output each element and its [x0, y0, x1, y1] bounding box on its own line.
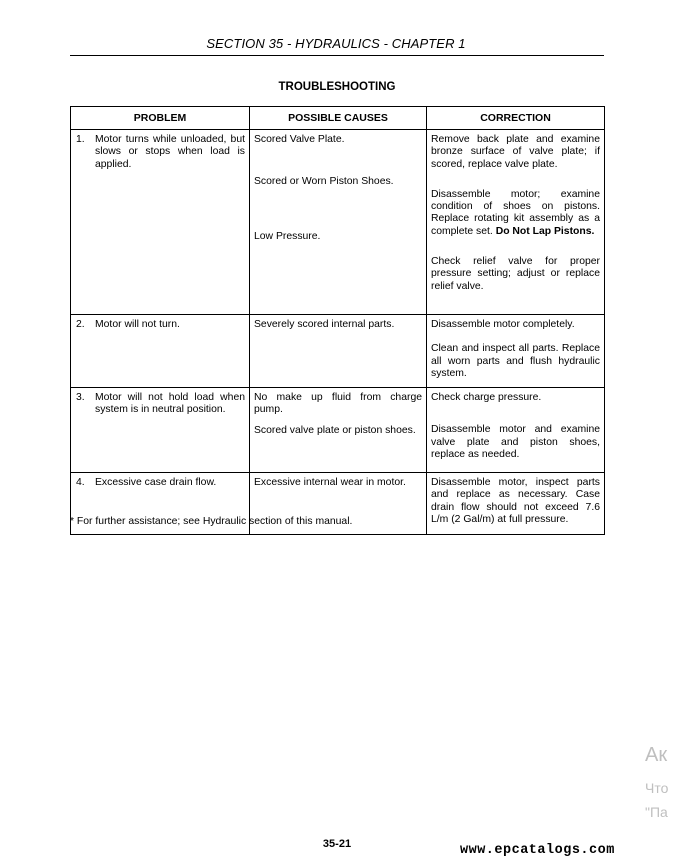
- table-row: [71, 388, 605, 473]
- section-header: SECTION 35 - HYDRAULICS - CHAPTER 1: [206, 36, 466, 51]
- cause-text: Low Pressure.: [254, 230, 321, 242]
- problem-number: 2.: [76, 319, 85, 330]
- correction-cell: [427, 315, 605, 388]
- column-header-problem: PROBLEM: [71, 107, 250, 130]
- problem-number: 4.: [76, 477, 85, 488]
- problem-text: Motor will not turn.: [95, 319, 180, 330]
- table-header-row: [71, 107, 605, 130]
- table-row: [71, 130, 605, 315]
- causes-cell: [250, 130, 427, 315]
- problem-text: Motor turns while unloaded, but slows or stops when load is applied.: [95, 134, 245, 170]
- cause-text: Excessive internal wear in motor.: [254, 477, 406, 488]
- page-number: 35-21: [322, 838, 352, 850]
- correction-text: Remove back plate and examine bronze surface of valve plate; if scored, replace valve plate.: [431, 134, 600, 170]
- footnote: * For further assistance; see Hydraulic section of this manual.: [70, 516, 353, 527]
- problem-number: 3.: [76, 392, 85, 403]
- correction-text: Disassemble motor and examine valve plate and piston shoes, replace as needed.: [431, 424, 600, 460]
- cause-text: No make up fluid from charge pump.: [254, 392, 422, 416]
- problem-cell: [71, 315, 250, 388]
- problem-cell: [71, 388, 250, 473]
- problem-number: 1.: [76, 134, 85, 145]
- problem-text: Motor will not hold load when system is in neutral position.: [95, 392, 245, 416]
- correction-text: Check charge pressure.: [431, 392, 542, 403]
- correction-text: Disassemble motor; examine condition of shoes on pistons. Replace rotating kit assembly as a complete set. Do Not Lap Pistons.: [431, 188, 600, 237]
- troubleshooting-table: [70, 106, 605, 535]
- cause-text: Scored valve plate or piston shoes.: [254, 424, 416, 436]
- correction-text: Disassemble motor completely.: [431, 319, 575, 330]
- correction-cell: [427, 473, 605, 535]
- os-activation-overlay: "Па: [645, 804, 668, 820]
- page-title: TROUBLESHOOTING: [278, 81, 396, 93]
- correction-cell: [427, 388, 605, 473]
- cause-text: Scored Valve Plate.: [254, 134, 345, 145]
- problem-text: Excessive case drain flow.: [95, 477, 217, 488]
- cause-text: Scored or Worn Piston Shoes.: [254, 176, 394, 188]
- os-activation-overlay: Ак: [645, 744, 668, 766]
- correction-emphasis: Do Not Lap Pistons.: [495, 225, 595, 237]
- watermark: www.epcatalogs.com: [460, 843, 615, 858]
- cause-text: Severely scored internal parts.: [254, 319, 395, 330]
- correction-cell: [427, 130, 605, 315]
- problem-cell: [71, 130, 250, 315]
- correction-text: Disassemble motor, inspect parts and replace as necessary. Case drain flow should not exceed 7.6 L/m (2 Gal/m) at full pressure.: [431, 477, 600, 525]
- table-row: [71, 315, 605, 388]
- header-rule: [70, 55, 604, 56]
- correction-text: Check relief valve for proper pressure setting; adjust or replace relief valve.: [431, 256, 600, 292]
- column-header-causes: POSSIBLE CAUSES: [250, 107, 427, 130]
- os-activation-overlay: Что: [645, 780, 669, 796]
- causes-cell: [250, 315, 427, 388]
- causes-cell: [250, 388, 427, 473]
- column-header-correction: CORRECTION: [427, 107, 605, 130]
- correction-text: Clean and inspect all parts. Replace all worn parts and flush hydraulic system.: [431, 343, 600, 379]
